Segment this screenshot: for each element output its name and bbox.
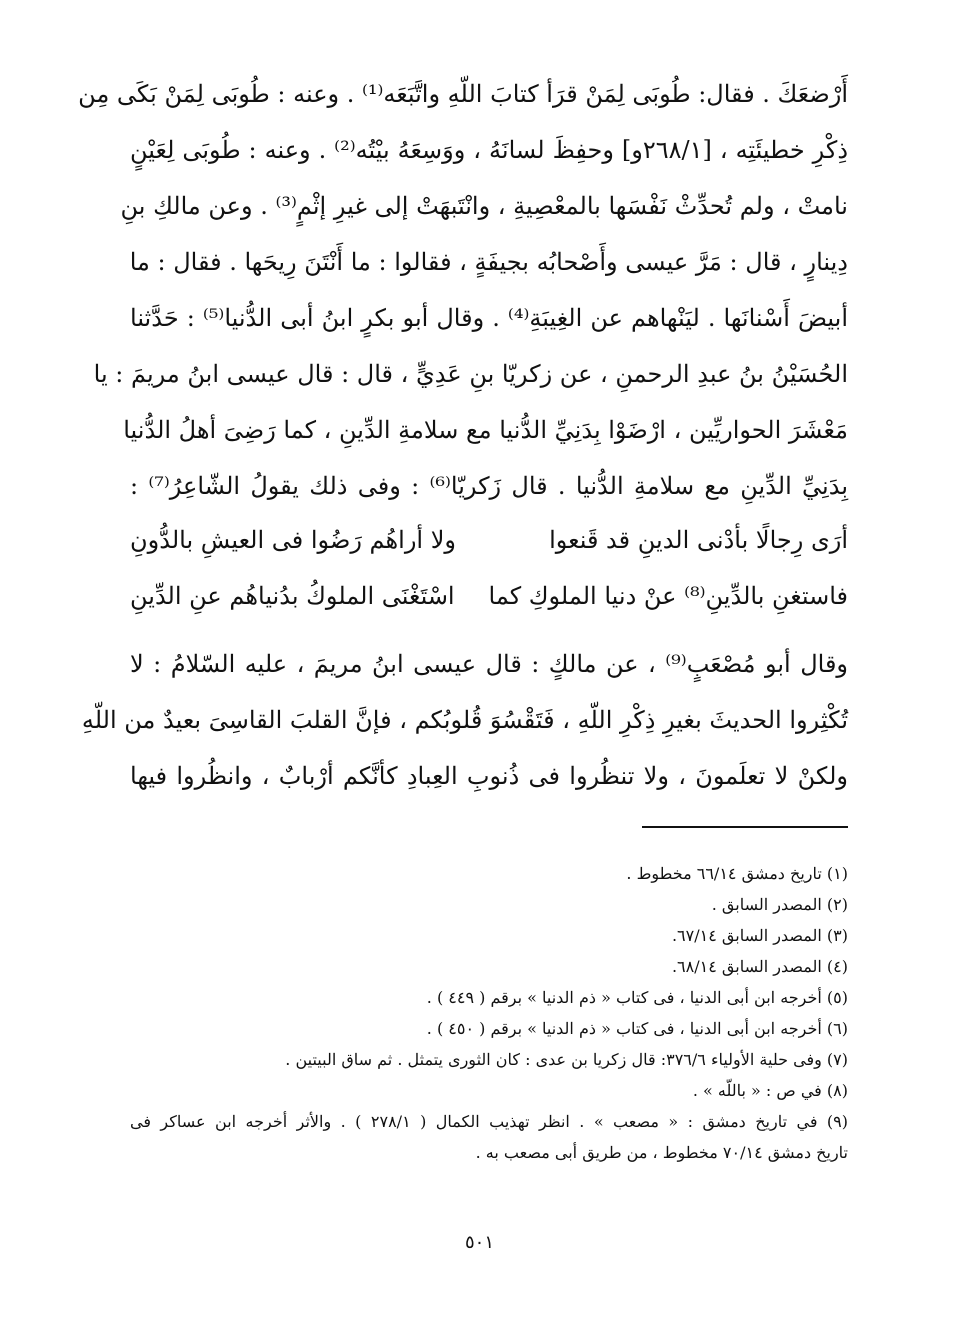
text-line: الحُسَيْنُ بنُ عبدِ الرحمنِ ، عن زكريّا بنِ عَدِيٍّ ، قال : قال عيسى ابنُ مريمَ : يا	[93, 360, 848, 388]
text-line: بِدَنِيِّ الدِّينِ مع سلامةِ الدُّنيا . قال زَكريّا⁽⁶⁾ : وفى ذلك يقولُ الشّاعِرُ⁽⁷⁾ :	[130, 472, 849, 500]
text-line: نامتْ ، ولم تُحدِّثْ نَفْسَها بالمعْصِيةِ ، وانْتَبهَتْ إلى غيرِ إثْمٍ⁽³⁾ . وعن مالكِ بنِ	[120, 192, 848, 220]
verse-second-hemistich: ولا أراهُم رَضُوا فى العيشِ بالدُّونِ	[130, 526, 457, 554]
poem-verses	[130, 512, 848, 624]
verse-first-hemistich: فاستغنِ بالدِّينِ⁽⁸⁾ عنْ دنيا الملوكِ كما	[488, 582, 848, 610]
footnote: (٥) أخرجه ابن أبى الدنيا ، فى كتاب « ذم الدنيا » برقم ( ٤٤٩ ) .	[426, 988, 848, 1007]
footnote: (٨) في ص : « باللّه » .	[692, 1081, 848, 1100]
verse-first-hemistich: أرَى رِجالًا بأدْنى الدينِ قد قَنعوا	[549, 526, 848, 554]
main-text-block	[78, 66, 849, 514]
verse-line	[130, 512, 848, 568]
footnote-separator	[642, 826, 848, 828]
footnote: (٢) المصدر السابق .	[711, 895, 848, 914]
footnote: (٩) في تاريخ دمشق : « مصعب » . انظر تهذيب الكمال ( ٢٧٨/١ ) . والأثر أخرجه ابن عساكر فى	[130, 1112, 849, 1131]
text-line: أَرْضعَكَ . فقال: طُوبَى لِمَنْ قرَأ كتابَ اللّهِ واتَّبَعَه⁽¹⁾ . وعنه : طُوبَى لِمَنْ بَكَى مِن	[78, 80, 848, 108]
text-line: ذِكْرِ خطيئَتِه ، [٢٦٨/١و] وحفِظَ لسانَهُ ، ووَسِعَهُ بيْتُه⁽²⁾ . وعنه : طُوبَى لِعَيْنٍ	[130, 136, 849, 164]
text-line: وقال أبو مُصْعَبٍ⁽⁹⁾ ، عن مالكٍ : قال عيسى ابنُ مريمَ ، عليه السّلامُ : لا	[130, 650, 849, 678]
footnotes-block	[130, 858, 848, 1168]
text-line: مَعْشَرَ الحواريِّين ، ارْضَوْا بِدَنِيِّ الدُّنيا مع سلامةِ الدِّينِ ، كما رَضِىَ أهلُ الدُّنيا	[123, 416, 848, 444]
footnote: (٦) أخرجه ابن أبى الدنيا ، فى كتاب « ذم الدنيا » برقم ( ٤٥٠ ) .	[426, 1019, 848, 1038]
page-number: ٥٠١	[464, 1232, 494, 1253]
text-line: دِينارٍ ، قال : مَرَّ عيسى وأَصْحابُه بجيفَةٍ ، فقالوا : ما أَنْتَنَ رِيحَها . فقال : ما	[129, 248, 848, 276]
footnote: (١) تاريخ دمشق ٦٦/١٤ مخطوط .	[626, 864, 848, 883]
text-line: أبيضَ أَسْنانَها . ليَنْهاهم عن الغِيبَةِ⁽⁴⁾ . وقال أبو بكرٍ ابنُ أبى الدُّنيا⁽⁵⁾ : حَدَّثنا	[130, 304, 848, 332]
text-line: ولكنْ لا تعلَمونَ ، ولا تنظُروا فى ذُنوبِ العِبادِ كأنَّكم أرْبابٌ ، وانظُروا فيها	[130, 762, 849, 790]
footnote: (٣) المصدر السابق ٦٧/١٤.	[671, 926, 848, 945]
footnote-continuation: تاريخ دمشق ٧٠/١٤ مخطوط ، من طريق أبى مصعب به .	[475, 1143, 848, 1162]
verse-line	[130, 568, 848, 624]
text-line: تُكْثِروا الحديثَ بغيرِ ذِكْرِ اللّهِ ، فَتَقْسُوَ قُلوبُكم ، فإنَّ القلبَ القاسِىَ بعيدٌ من اللّهِ	[81, 706, 848, 734]
main-text-continuation	[81, 636, 849, 804]
verse-second-hemistich: اسْتَغْنَى الملوكُ بدُنياهُم عنِ الدِّينِ	[130, 582, 455, 610]
footnote: (٧) وفى حلية الأولياء ٣٧٦/٦: قال زكريا بن عدى : كان الثورى يتمثل . ثم ساق البيتين .	[285, 1050, 848, 1069]
footnote: (٤) المصدر السابق ٦٨/١٤.	[671, 957, 848, 976]
